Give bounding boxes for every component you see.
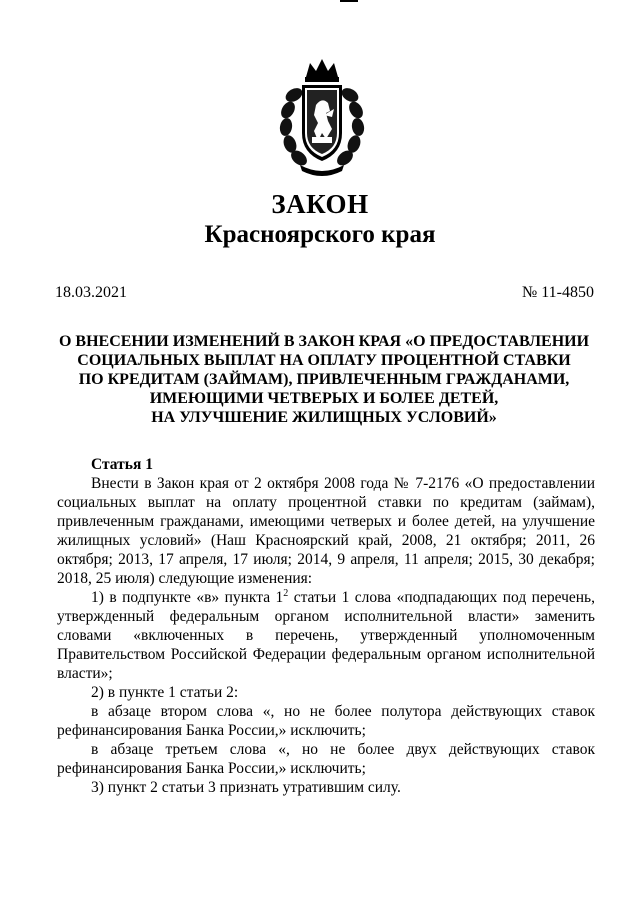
article-intro-paragraph: Внести в Закон края от 2 октября 2008 года № 7-2176 «О предоставлении социальных выплат на оплату процентной ставки по кредитам (займам), привлеченным гражданами, имеющими четверых и более детей, на улучшение жилищных условий» (Наш Красноярский край, 2008, 21 октября; 2011, 26 октября; 2013, 17 апреля, 17 июля; 2014, 9 апреля, 11 апреля; 2015, 30 декабря; 2018, 25 июля) следующие изменения: <box>57 475 595 587</box>
article-title: Статья 1 <box>91 456 153 473</box>
law-heading-line: О ВНЕСЕНИИ ИЗМЕНЕНИЙ В ЗАКОН КРАЯ «О ПРЕДОСТАВЛЕНИИ <box>58 333 590 350</box>
document-title: ЗАКОН <box>271 189 369 219</box>
document-number: № 11-4850 <box>522 284 594 301</box>
law-heading-line: НА УЛУЧШЕНИЕ ЖИЛИЩНЫХ УСЛОВИЙ» <box>151 409 497 426</box>
document-subtitle: Красноярского края <box>204 221 436 248</box>
article-item-2: 2) в пункте 1 статьи 2: <box>91 684 239 701</box>
article-body <box>57 455 595 797</box>
document-date: 18.03.2021 <box>55 284 127 301</box>
article-item-2b: в абзаце третьем слова «, но не более двух действующих ставок рефинансирования Банка России,» исключить; <box>57 741 595 777</box>
item1-text-start: 1) в подпункте «в» пункта 1 <box>91 589 284 606</box>
law-heading <box>50 332 598 427</box>
item1-text-end: статьи 1 слова «подпадающих под перечень, утвержденный федеральным органом исполнительной власти» заменить словами «включенных в перечень, утвержденный уполномоченным Правительством Российской Федерации федеральным органом исполнительной власти»; <box>57 589 595 682</box>
law-heading-line: СОЦИАЛЬНЫХ ВЫПЛАТ НА ОПЛАТУ ПРОЦЕНТНОЙ СТАВКИ <box>77 352 571 369</box>
article-item-1 <box>57 588 595 683</box>
article-item-3: 3) пункт 2 статьи 3 признать утратившим силу. <box>91 779 401 796</box>
law-heading-line: ИМЕЮЩИМИ ЧЕТВЕРЫХ И БОЛЕЕ ДЕТЕЙ, <box>149 390 499 407</box>
page-top-mark <box>340 0 358 2</box>
law-heading-line: ПО КРЕДИТАМ (ЗАЙМАМ), ПРИВЛЕЧЕННЫМ ГРАЖДАНАМИ, <box>78 371 570 388</box>
article-item-2a: в абзаце втором слова «, но не более полутора действующих ставок рефинансирования Банка России,» исключить; <box>57 703 595 739</box>
item1-superscript: 2 <box>283 587 289 599</box>
coat-of-arms-emblem <box>272 55 372 180</box>
